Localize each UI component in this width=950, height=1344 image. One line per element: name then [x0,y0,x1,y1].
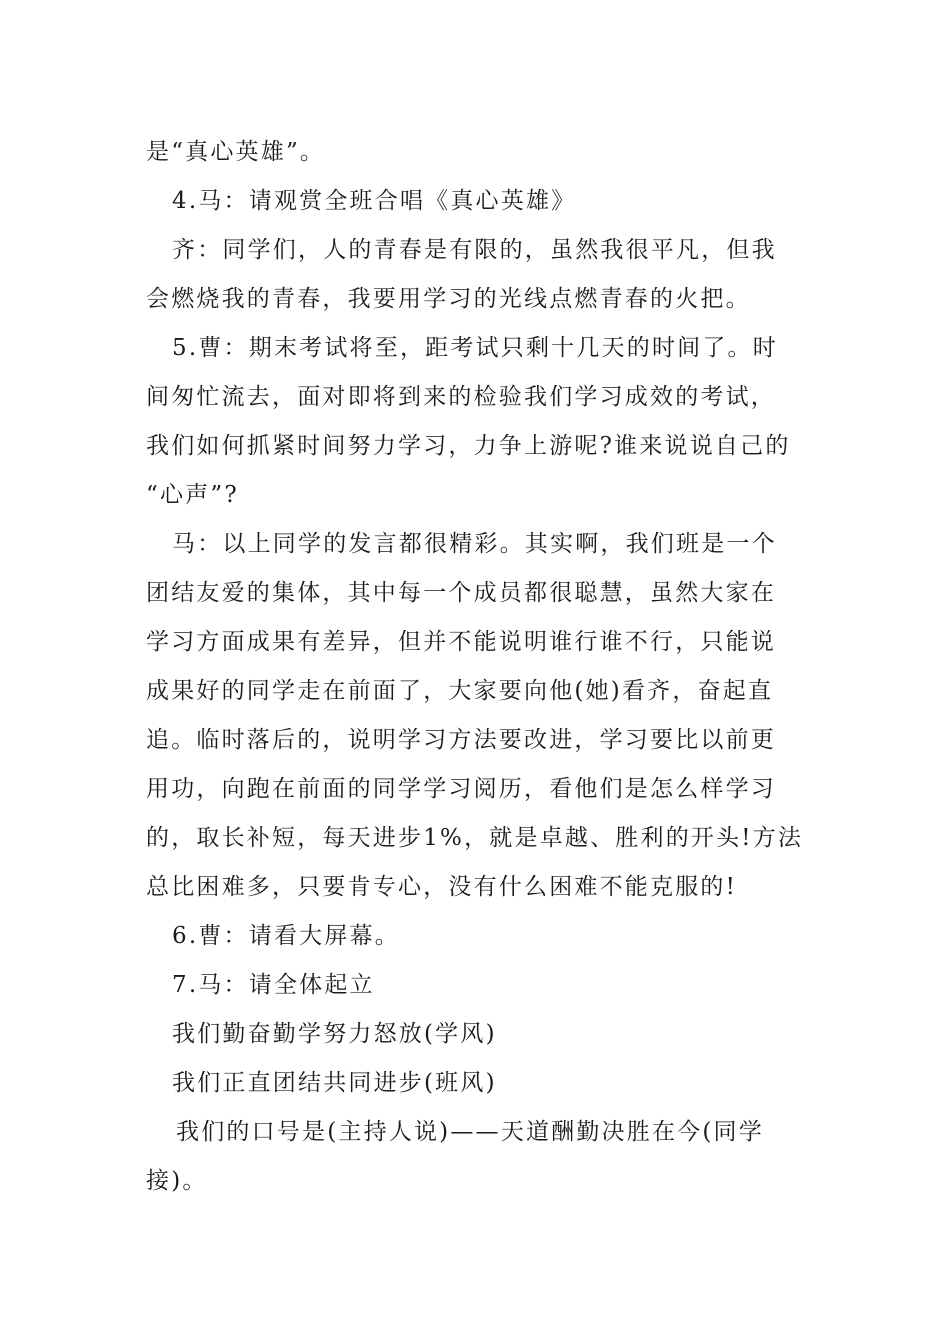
text-line: 我们勤奋勤学努力怒放(学风) [172,1021,497,1047]
text-line: 齐：同学们，人的青春是有限的，虽然我很平凡，但我 [172,237,777,263]
text-line: 成果好的同学走在前面了，大家要向他(她)看齐，奋起直 [146,678,774,704]
text-line: 5.曹：期末考试将至，距考试只剩十几天的时间了。时 [172,335,778,361]
text-line: 4.马：请观赏全班合唱《真心英雄》 [172,188,577,214]
text-line: 用功，向跑在前面的同学学习阅历，看他们是怎么样学习 [146,776,776,802]
text-line: 我们正直团结共同进步(班风) [172,1070,497,1096]
text-line: 6.曹：请看大屏幕。 [172,923,400,949]
text-line: “心声”? [146,482,239,508]
text-line: 总比困难多，只要肯专心，没有什么困难不能克服的! [146,874,738,900]
text-line: 学习方面成果有差异，但并不能说明谁行谁不行，只能说 [146,629,776,655]
text-line: 的，取长补短，每天进步1%，就是卓越、胜利的开头!方法 [146,825,804,851]
text-line: 7.马：请全体起立 [172,972,375,998]
text-line: 间匆忙流去，面对即将到来的检验我们学习成效的考试， [146,384,776,410]
body-text [146,128,810,1206]
text-line: 是“真心英雄”。 [146,139,326,165]
text-line: 我们的口号是(主持人说)——天道酬勤决胜在今(同学 [176,1119,764,1145]
text-line: 追。临时落后的，说明学习方法要改进，学习要比以前更 [146,727,776,753]
text-line: 马：以上同学的发言都很精彩。其实啊，我们班是一个 [172,531,777,557]
text-line: 我们如何抓紧时间努力学习，力争上游呢?谁来说说自己的 [146,433,791,459]
text-line: 接)。 [146,1168,208,1194]
text-line: 会燃烧我的青春，我要用学习的光线点燃青春的火把。 [146,286,751,312]
text-line: 团结友爱的集体，其中每一个成员都很聪慧，虽然大家在 [146,580,776,606]
